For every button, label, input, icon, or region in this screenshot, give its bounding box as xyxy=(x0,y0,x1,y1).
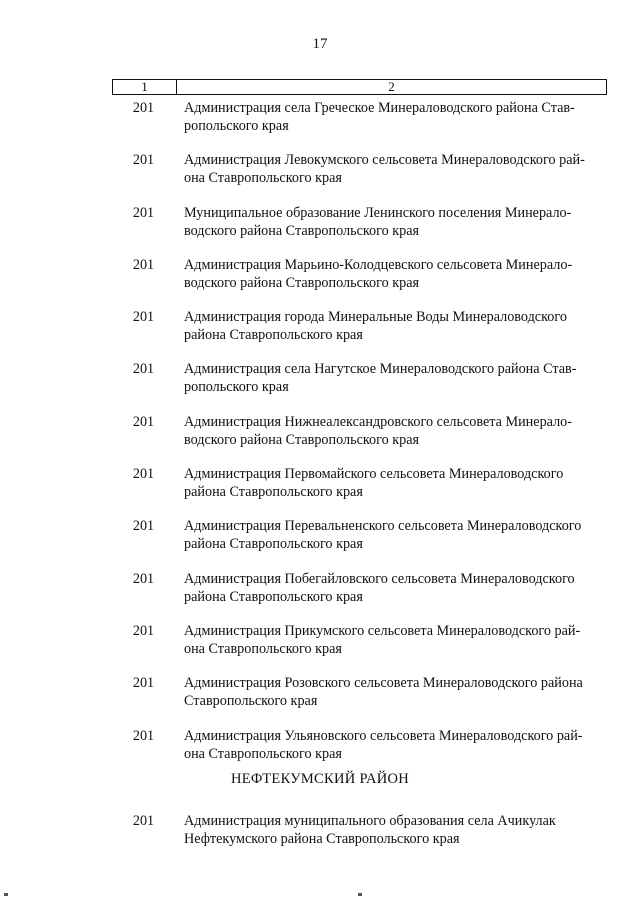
entry-code: 201 xyxy=(132,518,155,535)
entry-text-line: Администрация села Греческое Минераловодского района Став- xyxy=(184,100,575,116)
entry-text xyxy=(175,204,605,256)
entry-code: 201 xyxy=(132,413,155,430)
entry-text-line: водского района Ставропольского края xyxy=(184,431,420,448)
entry-text-line: Администрация Левокумского сельсовета Минераловодского рай- xyxy=(184,152,585,169)
entry-text xyxy=(175,622,605,674)
entry-text xyxy=(175,413,605,465)
entry-text-line: Администрация Нижнеалександровского сельсовета Минерало- xyxy=(184,413,572,430)
entry-text-line: Администрация Марьино-Колодцевского сельсовета Минерало- xyxy=(184,256,573,273)
entry-text-line: Муниципальное образование Ленинского поселения Минерало- xyxy=(184,204,572,221)
list-item xyxy=(112,256,605,308)
entry-text-line: она Ставропольского края xyxy=(184,170,342,187)
entry-code: 201 xyxy=(132,622,155,639)
entry-text-line: Администрация Побегайловского сельсовета Минераловодского xyxy=(184,570,575,587)
entry-text-line: Администрация Ульяновского сельсовета Минераловодского рай- xyxy=(184,727,583,744)
entry-code: 201 xyxy=(132,813,155,829)
entry-text-line: она Ставропольского края xyxy=(184,745,342,762)
list-item xyxy=(112,413,605,465)
entry-code: 201 xyxy=(132,152,155,169)
page-number: 17 xyxy=(312,36,328,52)
entry-text-line: Администрация Розовского сельсовета Минераловодского района xyxy=(184,675,583,692)
entry-text-line: ропольского края xyxy=(184,118,289,134)
entry-text xyxy=(175,812,605,864)
entry-code: 201 xyxy=(132,361,155,378)
entry-text xyxy=(175,151,605,203)
list-item xyxy=(112,308,605,360)
list-item xyxy=(112,517,605,569)
entry-text-line: водского района Ставропольского края xyxy=(184,222,420,239)
list-item xyxy=(112,360,605,412)
entry-text-line: Администрация села Нагутское Минераловодского района Став- xyxy=(184,361,577,378)
list-item xyxy=(112,674,605,726)
scan-mark xyxy=(4,893,8,896)
table-header xyxy=(112,79,607,95)
list-item xyxy=(112,99,605,151)
list-item xyxy=(112,204,605,256)
entry-code: 201 xyxy=(132,570,155,587)
entry-code: 201 xyxy=(132,100,155,116)
entry-text-line: Администрация Перевальненского сельсовета Минераловодского xyxy=(184,518,582,535)
table-header-col1: 1 xyxy=(113,80,177,94)
entry-text xyxy=(175,517,605,569)
list-item xyxy=(112,570,605,622)
entry-text-line: района Ставропольского края xyxy=(184,327,363,344)
entry-text-line: Нефтекумского района Ставропольского края xyxy=(184,831,460,847)
section-heading: НЕФТЕКУМСКИЙ РАЙОН xyxy=(230,771,410,787)
entry-text xyxy=(175,465,605,517)
entry-text-line: Администрация Первомайского сельсовета Минераловодского xyxy=(184,466,564,483)
entries-list-2 xyxy=(112,812,605,864)
entry-code: 201 xyxy=(132,466,155,483)
entries-list xyxy=(112,99,605,779)
entry-text xyxy=(175,308,605,360)
entry-text-line: Ставропольского края xyxy=(184,693,318,710)
entry-code: 201 xyxy=(132,675,155,692)
entry-code: 201 xyxy=(132,204,155,221)
entry-code: 201 xyxy=(132,256,155,273)
entry-code: 201 xyxy=(132,309,155,326)
entry-text xyxy=(175,674,605,726)
entry-text-line: района Ставропольского края xyxy=(184,588,363,605)
entry-text-line: района Ставропольского края xyxy=(184,484,363,501)
entry-text-line: ропольского края xyxy=(184,379,289,396)
entry-text xyxy=(175,360,605,412)
entry-text xyxy=(175,256,605,308)
list-item xyxy=(112,151,605,203)
entry-text-line: района Ставропольского края xyxy=(184,536,363,553)
entry-text xyxy=(175,570,605,622)
entry-text-line: Администрация Прикумского сельсовета Минераловодского рай- xyxy=(184,622,581,639)
entry-text xyxy=(175,99,605,151)
entry-code: 201 xyxy=(132,727,155,744)
entry-text-line: Администрация города Минеральные Воды Минераловодского xyxy=(184,309,567,326)
scan-mark xyxy=(358,893,362,896)
list-item xyxy=(112,812,605,864)
list-item xyxy=(112,465,605,517)
entry-text-line: Администрация муниципального образования села Ачикулак xyxy=(184,813,556,829)
entry-text-line: водского района Ставропольского края xyxy=(184,274,420,291)
list-item xyxy=(112,622,605,674)
table-header-col2: 2 xyxy=(388,79,395,94)
entry-text-line: она Ставропольского края xyxy=(184,640,342,657)
